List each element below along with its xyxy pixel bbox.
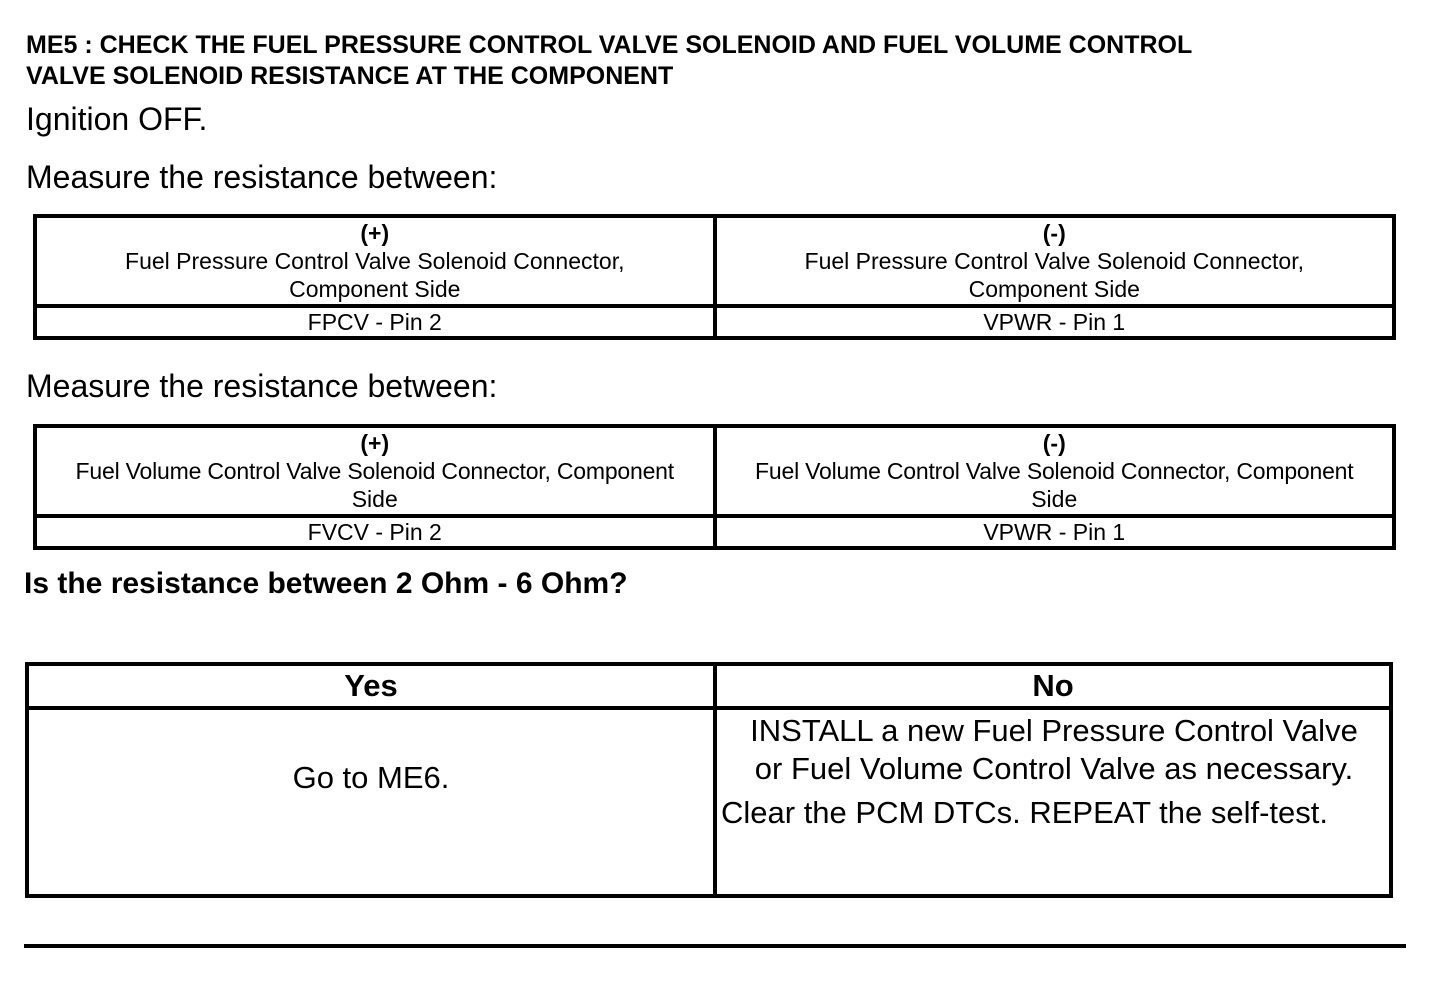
connector-side: Side <box>351 486 398 512</box>
fpcv-positive-connector-cell <box>35 216 715 306</box>
fpcv-negative-connector-cell <box>715 216 1395 306</box>
measure-intro-2: Measure the resistance between: <box>26 368 498 404</box>
step-heading-line-1: ME5 : CHECK THE FUEL PRESSURE CONTROL VALVE SOLENOID AND FUEL VOLUME CONTROL <box>26 31 1193 59</box>
no-action <box>715 708 1391 896</box>
measurement-table-fvcv <box>33 424 1396 550</box>
connector-side: Component Side <box>968 276 1140 302</box>
no-action-line-3: Clear the PCM DTCs. REPEAT the self-test. <box>721 795 1328 830</box>
measurement-table-fpcv <box>33 214 1396 340</box>
fvcv-positive-connector-cell <box>35 426 715 516</box>
fpcv-negative-pin: VPWR - Pin 1 <box>715 306 1395 338</box>
ignition-instruction: Ignition OFF. <box>26 101 208 137</box>
positive-sign: (+) <box>360 220 390 246</box>
bottom-divider <box>24 944 1406 948</box>
connector-name: Fuel Volume Control Valve Solenoid Connector, Component <box>755 458 1354 484</box>
connector-side: Component Side <box>289 276 461 302</box>
connector-side: Side <box>1031 486 1078 512</box>
connector-name: Fuel Volume Control Valve Solenoid Connector, Component <box>75 458 674 484</box>
negative-sign: (-) <box>1042 220 1066 246</box>
fvcv-negative-pin: VPWR - Pin 1 <box>715 516 1395 548</box>
yes-action: Go to ME6. <box>27 708 715 896</box>
fpcv-positive-pin: FPCV - Pin 2 <box>35 306 715 338</box>
connector-name: Fuel Pressure Control Valve Solenoid Connector, <box>804 248 1304 274</box>
no-action-line-1: INSTALL a new Fuel Pressure Control Valve <box>750 713 1358 748</box>
no-header: No <box>715 664 1391 708</box>
measure-intro-1: Measure the resistance between: <box>26 159 498 195</box>
no-action-line-2: or Fuel Volume Control Valve as necessary. <box>754 751 1354 786</box>
resistance-question: Is the resistance between 2 Ohm - 6 Ohm? <box>24 567 628 600</box>
step-heading <box>26 30 1426 92</box>
negative-sign: (-) <box>1042 430 1066 456</box>
positive-sign: (+) <box>360 430 390 456</box>
fvcv-negative-connector-cell <box>715 426 1395 516</box>
yes-header: Yes <box>27 664 715 708</box>
connector-name: Fuel Pressure Control Valve Solenoid Connector, <box>125 248 625 274</box>
step-heading-line-2: VALVE SOLENOID RESISTANCE AT THE COMPONENT <box>26 62 674 90</box>
fvcv-positive-pin: FVCV - Pin 2 <box>35 516 715 548</box>
answer-table <box>25 662 1393 898</box>
